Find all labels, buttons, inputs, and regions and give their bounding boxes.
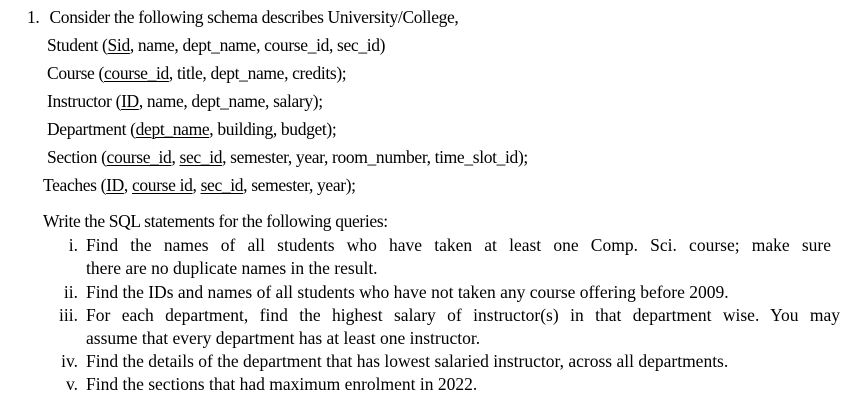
schema-instructor	[47, 90, 323, 112]
query-number: iv.	[61, 351, 78, 371]
schema-key: sec_id	[179, 147, 223, 167]
schema-key: sec_id	[200, 175, 244, 195]
schema-name: Instructor	[47, 91, 112, 111]
query-text: Find the sections that had maximum enrolment in 2022.	[86, 374, 478, 394]
schema-separator: ,	[192, 175, 201, 195]
query-text-continued: there are no duplicate names in the result.	[86, 258, 378, 278]
query-text: Find the names of all students who have taken at least one Comp. Sci. course; make sure	[86, 235, 831, 255]
schema-name: Student	[47, 35, 99, 55]
schema-name: Department	[47, 119, 127, 139]
schema-attributes: , title, dept_name, credits);	[168, 63, 347, 83]
schema-prefix: Section (	[47, 147, 107, 167]
schema-key: ID	[121, 91, 139, 111]
schema-attributes: , semester, year);	[243, 175, 356, 195]
schema-name: Course	[47, 63, 95, 83]
schema-separator: ,	[123, 175, 132, 195]
query-text: For each department, find the highest salary of instructor(s) in that department wise. You may	[86, 305, 840, 325]
schema-key: course_id	[104, 63, 169, 83]
question-number: 1.	[27, 7, 40, 27]
schema-key: ID	[106, 175, 124, 195]
query-text-continued: assume that every department has at least one instructor.	[86, 328, 481, 348]
schema-open-paren: (	[94, 63, 104, 83]
instruction-text: Write the SQL statements for the following queries:	[43, 211, 388, 231]
schema-section	[47, 146, 528, 168]
schema-key: course_id	[106, 147, 172, 167]
query-number: iii.	[59, 305, 78, 325]
query-number: v.	[66, 374, 78, 394]
schema-prefix: Teaches (	[43, 175, 107, 195]
schema-teaches	[43, 174, 356, 196]
schema-attributes: , name, dept_name, salary);	[138, 91, 323, 111]
schema-key: Sid	[107, 35, 130, 55]
schema-attributes: , building, budget);	[209, 119, 337, 139]
schema-open-paren: (	[111, 91, 122, 111]
schema-attributes: , semester, year, room_number, time_slot_id);	[222, 147, 528, 167]
question-intro: Consider the following schema describes University/College,	[49, 7, 459, 27]
schema-department	[47, 118, 336, 140]
schema-course	[47, 62, 346, 84]
query-text: Find the IDs and names of all students who have not taken any course offering before 2009.	[86, 282, 729, 302]
schema-key: dept_name	[135, 119, 210, 139]
schema-separator: ,	[171, 147, 180, 167]
schema-student	[47, 34, 385, 56]
schema-open-paren: (	[126, 119, 136, 139]
schema-open-paren: (	[98, 35, 108, 55]
query-number: ii.	[63, 282, 78, 302]
query-number: i.	[68, 235, 78, 255]
schema-key: course id	[131, 175, 193, 195]
query-text: Find the details of the department that has lowest salaried instructor, across all departments.	[86, 351, 729, 371]
schema-attributes: , name, dept_name, course_id, sec_id)	[129, 35, 386, 55]
question-intro-line	[27, 6, 458, 28]
